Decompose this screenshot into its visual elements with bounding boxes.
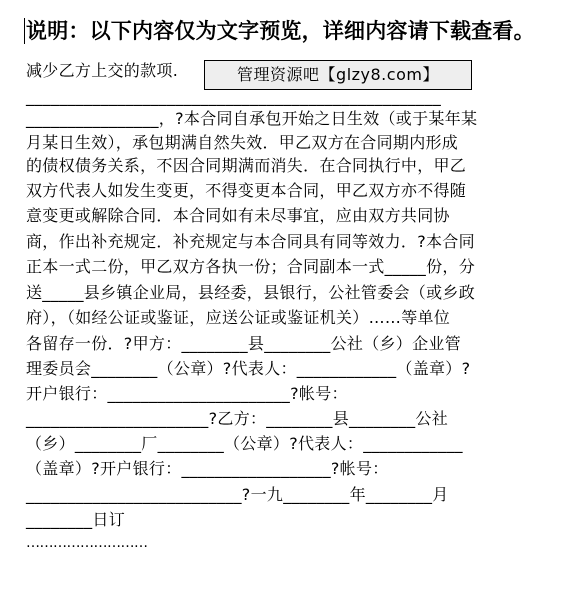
site-banner[interactable]: 管理资源吧【glzy8.com】 (204, 60, 472, 90)
body-line: ________________，?本合同自承包开始之日生效（或于某年某 (26, 109, 478, 128)
body-line: 正本一式二份，甲乙双方各执一份；合同副本一式_____份，分 (26, 257, 476, 276)
body-line: 送_____县乡镇企业局，县经委，县银行，公社管委会（或乡政 (26, 283, 476, 302)
body-line: 开户银行：______________________?帐号： (26, 384, 348, 403)
body-line: 意变更或解除合同．本合同如有未尽事宜，应由双方共同协 (26, 206, 450, 225)
text-cursor (24, 18, 25, 44)
body-line: ……………………… (26, 535, 148, 551)
body-line: 月某日生效），承包期满自然失效．甲乙双方在合同期内形成 (26, 133, 459, 152)
body-line: ______________________?乙方：________县________公社 (26, 409, 448, 428)
first-line: 减少乙方上交的款项. (26, 61, 179, 80)
body-line: __________________________?一九________年________月 (26, 485, 449, 504)
body-line: 商，作出补充规定．补充规定与本合同具有同等效力．?本合同 (26, 232, 475, 251)
body-line: __________________________________________________ (26, 87, 441, 106)
body-line: 各留存一份．?甲方：________县________公社（乡）企业管 (26, 334, 461, 353)
body-line: （乡）________厂________（公章）?代表人：____________ (26, 434, 463, 453)
body-line: （盖章）?开户银行：__________________?帐号： (26, 459, 389, 478)
body-line: 府），（如经公证或鉴证，应送公证或鉴证机关）……等单位 (26, 308, 451, 327)
body-line: 理委员会________（公章）?代表人：____________（盖章）? (26, 359, 471, 378)
body-line: 的债权债务关系，不因合同期满而消失．在合同执行中，甲乙 (26, 156, 467, 175)
body-line: 双方代表人如发生变更，不得变更本合同，甲乙双方亦不得随 (26, 181, 467, 200)
body-line: ________日订 (26, 510, 125, 529)
preview-notice: 说明：以下内容仅为文字预览，详细内容请下载查看。 (26, 19, 535, 43)
